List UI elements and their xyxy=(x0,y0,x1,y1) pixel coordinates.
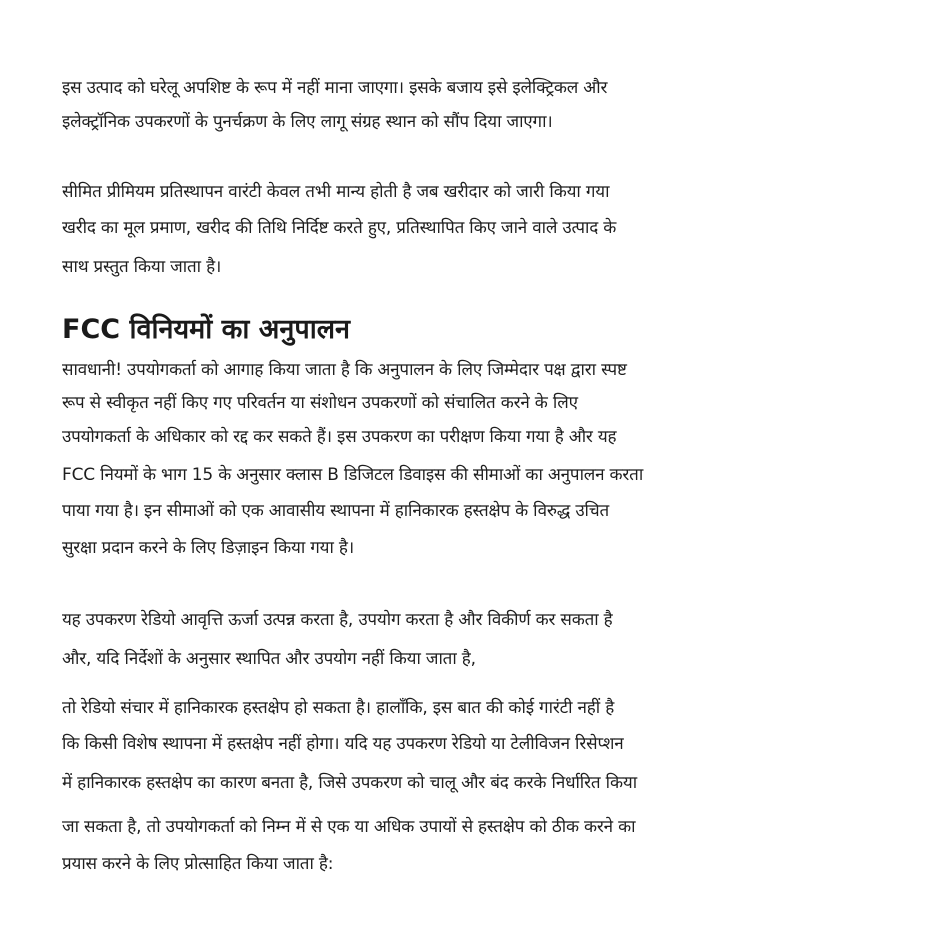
para4-line-7: प्रयास करने के लिए प्रोत्साहित किया जाता है: xyxy=(62,854,334,874)
para1-line-1: इस उत्पाद को घरेलू अपशिष्ट के रूप में नहीं माना जाएगा। इसके बजाय इसे इलेक्ट्रिकल और xyxy=(62,78,608,98)
para2-line-1: सीमित प्रीमियम प्रतिस्थापन वारंटी केवल तभी मान्य होती है जब खरीदार को जारी किया गया xyxy=(62,182,610,202)
para3-line-6: सुरक्षा प्रदान करने के लिए डिज़ाइन किया गया है। xyxy=(62,538,354,558)
para2-line-2: खरीद का मूल प्रमाण, खरीद की तिथि निर्दिष्ट करते हुए, प्रतिस्थापित किए जाने वाले उत्पाद के xyxy=(62,218,617,238)
para3-line-5: पाया गया है। इन सीमाओं को एक आवासीय स्थापना में हानिकारक हस्तक्षेप के विरुद्ध उचित xyxy=(62,501,609,521)
para2-line-3: साथ प्रस्तुत किया जाता है। xyxy=(62,257,222,277)
para3-line-2: रूप से स्वीकृत नहीं किए गए परिवर्तन या संशोधन उपकरणों को संचालित करने के लिए xyxy=(62,393,578,413)
para3-line-3: उपयोगकर्ता के अधिकार को रद्द कर सकते हैं। इस उपकरण का परीक्षण किया गया है और यह xyxy=(62,427,617,447)
para3-line-4: FCC नियमों के भाग 15 के अनुसार क्लास B डिजिटल डिवाइस की सीमाओं का अनुपालन करता xyxy=(62,465,644,485)
section-heading: FCC विनियमों का अनुपालन xyxy=(62,314,351,345)
para4-line-5: में हानिकारक हस्तक्षेप का कारण बनता है, जिसे उपकरण को चालू और बंद करके निर्धारित किया xyxy=(62,773,637,793)
para4-line-3: तो रेडियो संचार में हानिकारक हस्तक्षेप हो सकता है। हालाँकि, इस बात की कोई गारंटी नहीं है xyxy=(62,698,615,718)
para4-line-1: यह उपकरण रेडियो आवृत्ति ऊर्जा उत्पन्न करता है, उपयोग करता है और विकीर्ण कर सकता है xyxy=(62,610,613,630)
para3-line-1: सावधानी! उपयोगकर्ता को आगाह किया जाता है कि अनुपालन के लिए जिम्मेदार पक्ष द्वारा स्पष्ट xyxy=(62,360,627,380)
para4-line-4: कि किसी विशेष स्थापना में हस्तक्षेप नहीं होगा। यदि यह उपकरण रेडियो या टेलीविजन रिसेप्शन xyxy=(62,734,624,754)
para4-line-6: जा सकता है, तो उपयोगकर्ता को निम्न में से एक या अधिक उपायों से हस्तक्षेप को ठीक करने का xyxy=(62,817,636,837)
para1-line-2: इलेक्ट्रॉनिक उपकरणों के पुनर्चक्रण के लिए लागू संग्रह स्थान को सौंप दिया जाएगा। xyxy=(62,112,553,132)
para4-line-2: और, यदि निर्देशों के अनुसार स्थापित और उपयोग नहीं किया जाता है, xyxy=(62,649,476,669)
